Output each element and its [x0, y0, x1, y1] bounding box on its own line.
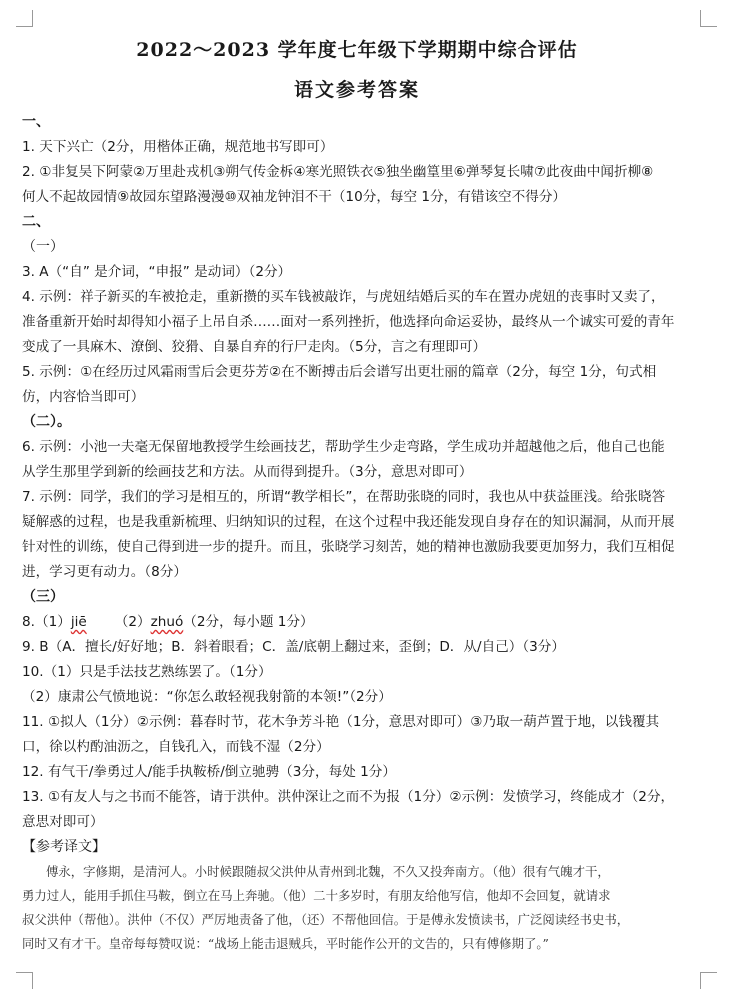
- answer-q4-line1: 4. 示例：祥子新买的车被抢走，重新攒的买车钱被敲诈，与虎妞结婚后买的车在置办虎妞的丧事时又卖了，: [22, 289, 665, 305]
- translation-line-2: 勇力过人，能用手抓住马鞍，倒立在马上奔驰。（他）二十多岁时，有朋友给他写信，他却不会回复，就请求: [22, 888, 611, 903]
- pinyin-zhuo: zhuó: [150, 614, 184, 630]
- section-heading-1: 一、: [22, 114, 50, 130]
- answer-q3: 3. A（“自” 是介词，“申报” 是动词）（2分）: [22, 264, 292, 280]
- q8-prefix: 8.（1）: [22, 614, 71, 630]
- q8-mid: （2）: [114, 614, 151, 630]
- crop-mark-bottom-right: [700, 972, 717, 989]
- answer-q13-line1: 13. ①有友人与之书而不能答，请于洪仲。洪仲深让之而不为报（1分）②示例：发愤学习，终能成才（2分，: [22, 789, 675, 805]
- subsection-1: （一）: [22, 239, 64, 255]
- answer-q7-line2: 疑解惑的过程，也是我重新梳理、归纳知识的过程，在这个过程中我还能发现自身存在的知识漏洞，从而开展: [22, 514, 675, 530]
- answer-q4-line2: 准备重新开始时却得知小福子上吊自杀……面对一系列挫折，他选择向命运妥协，最终从一个诚实可爱的青年: [22, 314, 675, 330]
- document-subtitle: 语文参考答案: [293, 79, 420, 101]
- document-title: 2022～2023 学年度七年级下学期期中综合评估: [136, 39, 578, 61]
- subsection-2: （二）。: [22, 414, 71, 430]
- answer-q5-line1: 5. 示例：①在经历过风霜雨雪后会更芬芳②在不断搏击后会谱写出更壮丽的篇章（2分，每空 1分，句式相: [22, 364, 657, 380]
- answer-q13-line2: 意思对即可）: [22, 814, 104, 830]
- answer-q12: 12. 有气干/拳勇过人/能手执鞍桥/倒立驰骋（3分，每处 1分）: [22, 764, 396, 780]
- answer-q1: 1. 天下兴亡（2分，用楷体正确，规范地书写即可）: [22, 139, 334, 155]
- answer-q11-line2: 口，徐以杓酌油沥之，自钱孔入，而钱不湿（2分）: [22, 739, 330, 755]
- answer-q8: [22, 610, 692, 635]
- q8-suffix: （2分，每小题 1分）: [183, 614, 314, 630]
- answer-sheet: [22, 34, 692, 956]
- subsection-3: （三）: [22, 589, 64, 605]
- answer-q11-line1: 11. ①拟人（1分）②示例：暮春时节，花木争芳斗艳（1分，意思对即可）③乃取一葫芦置于地，以钱覆其: [22, 714, 660, 730]
- translation-line-3: 叔父洪仲（帮他）。洪仲（不仅）严厉地责备了他，（还）不帮他回信。于是傅永发愤读书，广泛阅读经书史书，: [22, 912, 630, 927]
- section-heading-2: 二、: [22, 214, 50, 230]
- answer-q6-line1: 6. 示例：小池一夫毫无保留地教授学生绘画技艺，帮助学生少走弯路，学生成功并超越他之后，他自己也能: [22, 439, 665, 455]
- answer-q10-line2: （2）康肃公气愤地说：“你怎么敢轻视我射箭的本领!”（2分）: [22, 689, 392, 705]
- answer-q9: 9. B（A．擅长/好好地；B．斜着眼看；C．盖/底朝上翻过来，歪倒；D．从/自己）（3分）: [22, 639, 565, 655]
- reference-translation-heading: 【参考译文】: [22, 839, 106, 855]
- crop-mark-top-left: [16, 10, 33, 27]
- answer-q4-line3: 变成了一具麻木、潦倒、狡猾、自暴自弃的行尸走肉。（5分，言之有理即可）: [22, 339, 487, 355]
- answer-q7-line3: 针对性的训练，使自己得到进一步的提升。而且，张晓学习刻苦，她的精神也激励我要更加努力，我们互相促: [22, 539, 675, 555]
- answer-q6-line2: 从学生那里学到新的绘画技艺和方法。从而得到提升。（3分，意思对即可）: [22, 464, 473, 480]
- answer-q10-line1: 10.（1）只是手法技艺熟练罢了。（1分）: [22, 664, 272, 680]
- crop-mark-bottom-left: [16, 972, 33, 989]
- translation-line-4: 同时又有才干。皇帝每每赞叹说：“战场上能击退贼兵，平时能作公开的文告的，只有傅修期了。”: [22, 936, 549, 951]
- crop-mark-top-right: [700, 10, 717, 27]
- answer-q2-line1: 2. ①非复吴下阿蒙②万里赴戎机③朔气传金柝④寒光照铁衣⑤独坐幽篁里⑥弹琴复长啸⑦此夜曲中闻折柳⑧: [22, 164, 654, 180]
- answer-q7-line4: 进，学习更有动力。（8分）: [22, 564, 187, 580]
- pinyin-jie: jiē: [70, 614, 87, 630]
- answer-q2-line2: 何人不起故园情⑨故园东望路漫漫⑩双袖龙钟泪不干（10分，每空 1分，有错该空不得分）: [22, 189, 567, 205]
- translation-line-1: 傅永，字修期，是清河人。小时候跟随叔父洪仲从青州到北魏，不久又投奔南方。（他）很有气魄才干，: [46, 864, 610, 879]
- answer-q7-line1: 7. 示例：同学，我们的学习是相互的，所谓“教学相长”，在帮助张晓的同时，我也从中获益匪浅。给张晓答: [22, 489, 666, 505]
- answer-q5-line2: 仿，内容恰当即可）: [22, 389, 145, 405]
